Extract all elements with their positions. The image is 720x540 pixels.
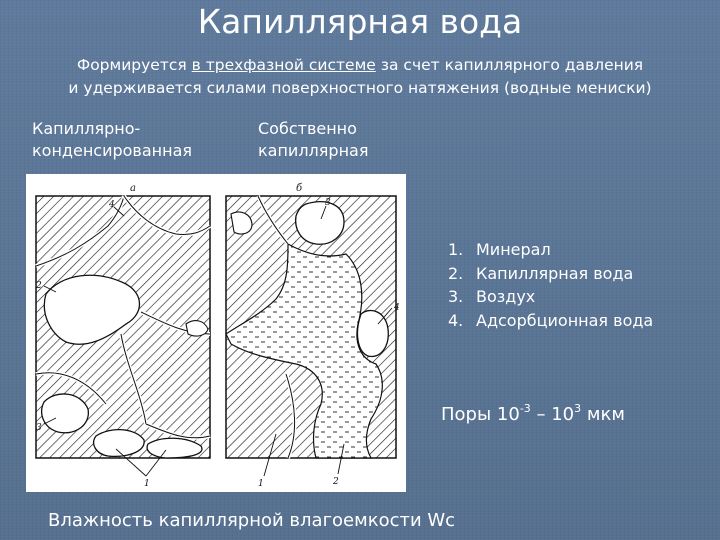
pores-middle: – 10	[530, 404, 575, 425]
label-4: 4	[109, 200, 115, 210]
legend-number: 3.	[448, 287, 464, 306]
subtitle-text: Формируется	[76, 56, 192, 74]
legend-number: 1.	[448, 240, 464, 259]
subtitle-underlined-text: в трехфазной системе	[191, 56, 376, 74]
label-3: 3	[325, 198, 331, 208]
legend-number: 2.	[448, 263, 464, 283]
panel-b-label: б	[296, 183, 303, 194]
legend-item	[448, 309, 653, 333]
label-2: 2	[36, 281, 42, 291]
label-1: 1	[258, 479, 264, 489]
column-heading-right	[258, 118, 368, 162]
subtitle-line-1	[0, 56, 720, 74]
pores-suffix: мкм	[581, 404, 625, 425]
column-heading-text: капиллярная	[258, 141, 369, 160]
legend-item	[448, 262, 653, 286]
legend-text: Воздух	[476, 287, 536, 306]
column-heading-text: Собственно	[258, 119, 357, 138]
pores-exp-1: -3	[519, 402, 531, 415]
subtitle-text: за счет капиллярного давления	[375, 56, 644, 74]
pore-diagram-figure	[26, 174, 406, 492]
label-3: 3	[36, 423, 42, 433]
pores-prefix: Поры 10	[441, 404, 520, 425]
panel-a	[35, 196, 210, 489]
pore-diagram	[26, 174, 406, 492]
label-2: 2	[333, 477, 339, 487]
column-heading-text: Капиллярно-	[32, 119, 141, 138]
slide-title: Капиллярная вода	[197, 2, 523, 41]
pore-size-range	[441, 402, 625, 425]
pores-exp-2: 3	[574, 402, 582, 415]
legend-number: 4.	[448, 310, 464, 330]
legend-text: Адсорбционная вода	[476, 310, 654, 330]
panel-b	[226, 196, 400, 489]
panel-a-label: а	[130, 183, 136, 194]
label-4: 4	[394, 303, 400, 313]
bottom-caption: Влажность капиллярной влагоемкости Wc	[48, 510, 456, 531]
legend-item	[448, 285, 653, 309]
legend-text: Капиллярная вода	[476, 263, 634, 283]
column-heading-text: конденсированная	[32, 141, 193, 160]
label-1: 1	[144, 479, 150, 489]
legend-text: Минерал	[476, 240, 551, 259]
subtitle-line-2: и удерживается силами поверхностного натяжения (водные мениски)	[68, 79, 652, 97]
legend-list	[448, 238, 653, 332]
legend-item	[448, 238, 653, 262]
column-heading-left	[32, 118, 192, 162]
